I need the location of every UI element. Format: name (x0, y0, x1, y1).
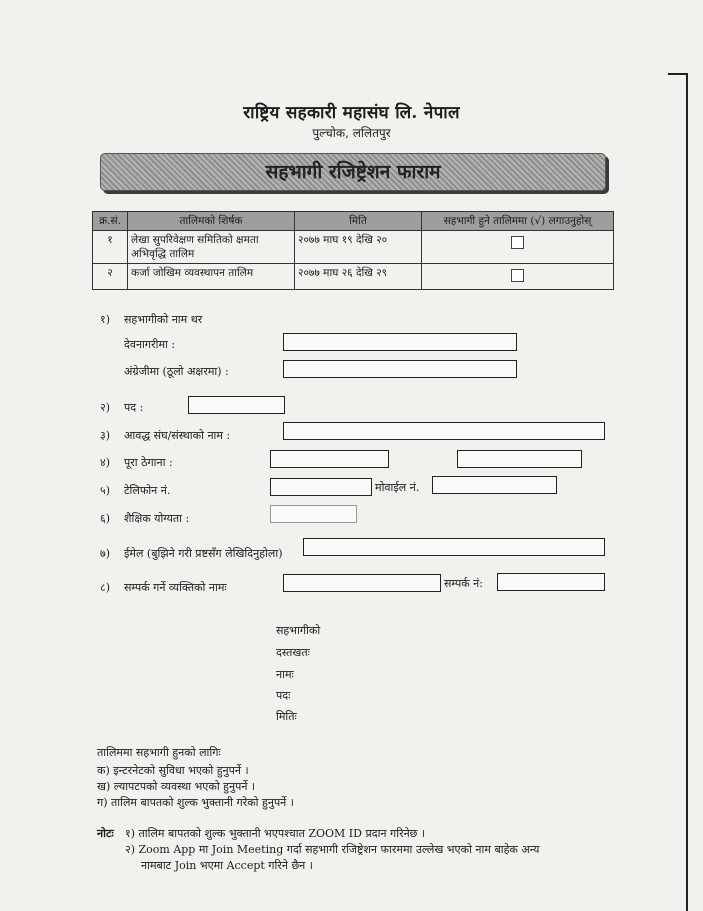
email-input[interactable] (303, 538, 605, 556)
table-row (93, 264, 614, 290)
table-row (93, 231, 614, 264)
address-label: पूरा ठेगाना : (124, 456, 173, 469)
row-sn: १ (93, 231, 128, 264)
requirement-item: ख) ल्यापटपको व्यवस्था भएको हुनुपर्ने । (97, 780, 256, 793)
field-num-6: ६) (100, 512, 111, 525)
note-item: नामबाट Join भएमा Accept गरिने छैन । (141, 859, 313, 872)
requirement-item: ग) तालिम बापतको शुल्क भुक्तानी गरेको हुनुपर्ने । (97, 796, 294, 809)
sig-name-label: नामः (276, 668, 294, 681)
field-num-7: ७) (100, 547, 111, 560)
sig-participant: सहभागीको (276, 624, 321, 637)
name-english-input[interactable] (283, 360, 517, 378)
requirement-item: क) इन्टरनेटको सुविधा भएको हुनुपर्ने । (97, 764, 249, 777)
col-header-date: मिति (295, 212, 422, 231)
field-num-8: ८) (100, 581, 111, 594)
row-title: कर्जा जोखिम व्यवस्थापन तालिम (128, 264, 295, 290)
col-header-sn: क्र.सं. (93, 212, 128, 231)
name-label: सहभागीको नाम थर (124, 313, 203, 326)
org-input[interactable] (283, 422, 605, 440)
col-header-select: सहभागी हुने तालिममा (√) लगाउनुहोस् (422, 212, 614, 231)
contact-name-label: सम्पर्क गर्ने व्यक्तिको नामः (124, 581, 227, 594)
org-name: राष्ट्रिय सहकारी महासंघ लि. नेपाल (243, 103, 460, 123)
field-num-5: ५) (100, 484, 111, 497)
course-1-checkbox[interactable] (511, 236, 524, 249)
col-header-title: तालिमको शिर्षक (128, 212, 295, 231)
note-item: १) तालिम बापतको शुल्क भुक्तानी भएपश्चात ZOOM ID प्रदान गरिनेछ । (125, 827, 426, 840)
contact-name-input[interactable] (283, 574, 441, 592)
org-address: पुल्चोक, ललितपुर (312, 126, 391, 140)
name-devanagari-input[interactable] (283, 333, 517, 351)
row-date: २०७७ माघ १९ देखि २० (295, 231, 422, 264)
email-label: ईमेल (बुझिने गरी प्रष्टसँग लेखिदिनुहोला) (124, 547, 283, 560)
post-label: पद : (124, 401, 144, 414)
education-label: शैक्षिक योग्यता : (124, 512, 190, 525)
field-num-4: ४) (100, 456, 111, 469)
address-input-1[interactable] (270, 450, 389, 468)
mobile-label: मोवाईल नं. (375, 481, 420, 494)
english-label: अंग्रेजीमा (ठूलो अक्षरमा) : (124, 365, 229, 378)
sig-date-label: मितिः (276, 710, 297, 723)
telephone-input[interactable] (270, 478, 372, 496)
address-input-2[interactable] (457, 450, 582, 468)
sig-sign-label: दस्तखतः (276, 646, 310, 659)
form-title-banner: सहभागी रजिष्ट्रेशन फाराम (100, 153, 606, 191)
table-header-row (93, 212, 614, 231)
post-input[interactable] (188, 396, 285, 414)
note-label: नोटः (97, 827, 114, 840)
requirements-heading: तालिममा सहभागी हुनको लागिः (97, 746, 221, 759)
field-num-3: ३) (100, 429, 111, 442)
scan-edge-line (668, 73, 688, 911)
row-sn: २ (93, 264, 128, 290)
row-title: लेखा सुपरिवेक्षण समितिको क्षमता अभिवृद्धि तालिम (128, 231, 295, 264)
note-item: २) Zoom App मा Join Meeting गर्दा सहभागी रजिष्ट्रेशन फारममा उल्लेख भएको नाम बाहेक अन्य (125, 843, 540, 856)
education-input[interactable] (270, 505, 357, 523)
phone-label: टेलिफोन नं. (124, 484, 171, 497)
contact-number-label: सम्पर्क नं: (444, 577, 483, 590)
contact-number-input[interactable] (497, 573, 605, 591)
devanagari-label: देवनागरीमा : (124, 338, 176, 351)
row-select-cell (422, 231, 614, 264)
row-date: २०७७ माघ २६ देखि २९ (295, 264, 422, 290)
course-table (92, 211, 614, 290)
sig-post-label: पदः (276, 689, 291, 702)
org-label: आवद्ध संघ/संस्थाको नाम : (124, 429, 231, 442)
field-num-2: २) (100, 401, 111, 414)
course-2-checkbox[interactable] (511, 269, 524, 282)
mobile-input[interactable] (432, 476, 557, 494)
row-select-cell (422, 264, 614, 290)
field-num-1: १) (100, 313, 111, 326)
